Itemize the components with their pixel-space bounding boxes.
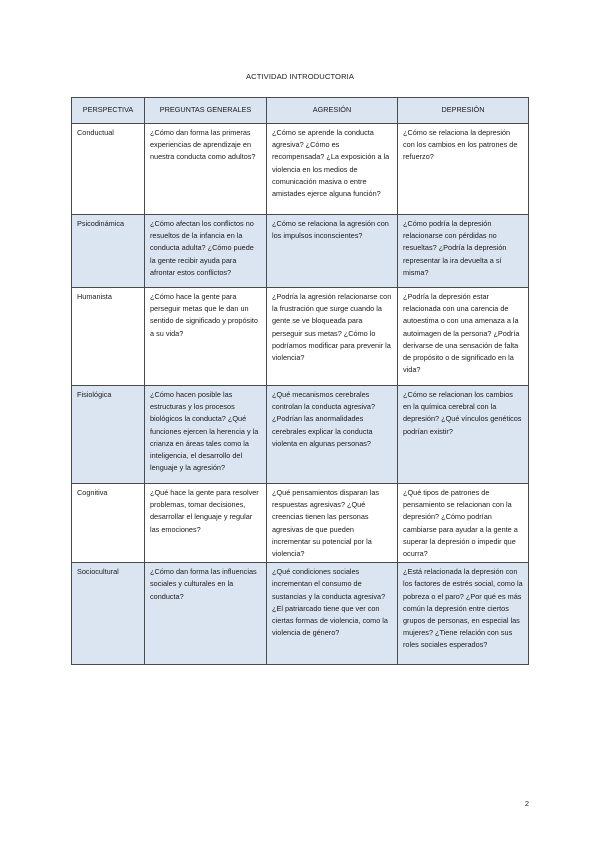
cell-depresion: ¿Cómo se relacionan los cambios en la química cerebral con la depresión? ¿Qué vínculos genéticos podrían existir? [398,386,529,484]
cell-perspectiva: Sociocultural [72,563,145,665]
cell-perspectiva: Cognitiva [72,484,145,563]
cell-preguntas: ¿Cómo dan forma las influencias sociales y culturales en la conducta? [145,563,267,665]
cell-perspectiva: Fisiológica [72,386,145,484]
header-preguntas-generales: PREGUNTAS GENERALES [145,98,267,124]
cell-agresion: ¿Qué pensamientos disparan las respuestas agresivas? ¿Qué creencias tienen las personas agresivas de que pueden incrementar su potencial por la violencia? [267,484,398,563]
cell-agresion: ¿Qué condiciones sociales incrementan el consumo de sustancias y la conducta agresiva? ¿El patriarcado tiene que ver con ciertas formas de violencia, como la violencia de género? [267,563,398,665]
cell-depresion: ¿Está relacionada la depresión con los factores de estrés social, como la pobreza o el paro? ¿Por qué es más común la depresión entre ciertos grupos de personas, en especial las mujeres? ¿Tiene relación con sus roles sociales esperados? [398,563,529,665]
header-depresion: DEPRESIÓN [398,98,529,124]
cell-perspectiva: Conductual [72,124,145,215]
header-agresion: AGRESIÓN [267,98,398,124]
cell-preguntas: ¿Cómo hace la gente para perseguir metas que le dan un sentido de significado y propósito a su vida? [145,288,267,386]
cell-depresion: ¿Podría la depresión estar relacionada con una carencia de autoestima o con una amenaza a la autoimagen de la persona? ¿Podría derivarse de una sensación de falta de propósito o de significado en la vida? [398,288,529,386]
cell-perspectiva: Psicodinámica [72,215,145,288]
cell-agresion: ¿Qué mecanismos cerebrales controlan la conducta agresiva? ¿Podrían las anormalidades cerebrales explicar la conducta violenta en algunas personas? [267,386,398,484]
table-row [72,484,529,563]
table-row [72,563,529,665]
cell-agresion: ¿Cómo se aprende la conducta agresiva? ¿Cómo es recompensada? ¿La exposición a la violencia en los medios de comunicación masiva o entre amistades ejerce alguna función? [267,124,398,215]
document-title: ACTIVIDAD INTRODUCTORIA [245,72,355,81]
activity-table [71,97,529,665]
cell-preguntas: ¿Cómo hacen posible las estructuras y los procesos biológicos la conducta? ¿Qué funciones ejercen la herencia y la crianza en áreas tales como la inteligencia, el desarrollo del lenguaje y la agresión? [145,386,267,484]
cell-preguntas: ¿Qué hace la gente para resolver problemas, tomar decisiones, desarrollar el lenguaje y regular las emociones? [145,484,267,563]
table-row [72,124,529,215]
cell-preguntas: ¿Cómo afectan los conflictos no resueltos de la infancia en la conducta adulta? ¿Cómo puede la gente recibir ayuda para afrontar estos conflictos? [145,215,267,288]
page-number: 2 [524,799,529,808]
table-row [72,215,529,288]
cell-depresion: ¿Qué tipos de patrones de pensamiento se relacionan con la depresión? ¿Cómo podrían cambiarse para ayudar a la gente a superar la depresión o impedir que ocurra? [398,484,529,563]
table-row [72,386,529,484]
cell-preguntas: ¿Cómo dan forma las primeras experiencias de aprendizaje en nuestra conducta como adultos? [145,124,267,215]
table-row [72,288,529,386]
cell-agresion: ¿Podría la agresión relacionarse con la frustración que surge cuando la gente se ve bloqueada para perseguir sus metas? ¿Cómo lo podríamos modificar para prevenir la violencia? [267,288,398,386]
cell-depresion: ¿Cómo se relaciona la depresión con los cambios en los patrones de refuerzo? [398,124,529,215]
header-perspectiva: PERSPECTIVA [72,98,145,124]
table-header-row [72,98,529,124]
cell-depresion: ¿Cómo podría la depresión relacionarse con pérdidas no resueltas? ¿Podría la depresión representar la ira devuelta a sí misma? [398,215,529,288]
cell-perspectiva: Humanista [72,288,145,386]
cell-agresion: ¿Cómo se relaciona la agresión con los impulsos inconscientes? [267,215,398,288]
